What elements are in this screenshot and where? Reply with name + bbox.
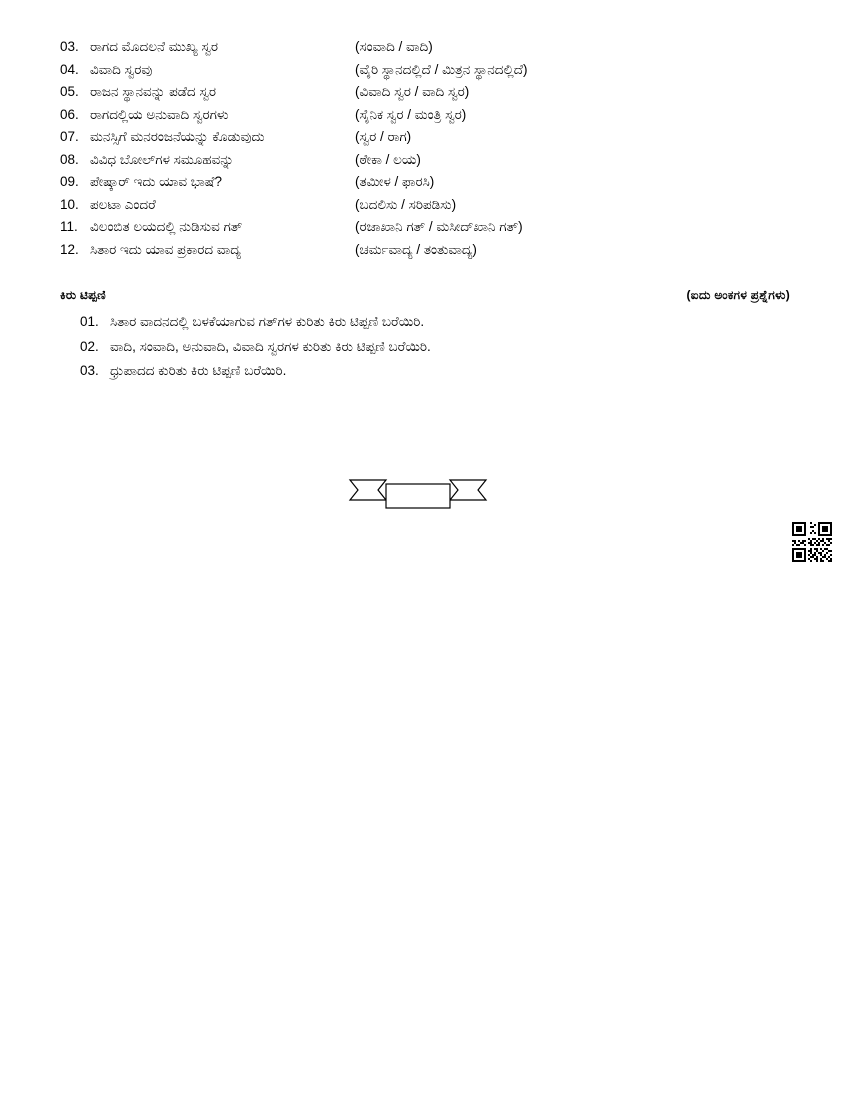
mcq-question-text: ಪೇಷ್ಕಾರ್ ಇದು ಯಾವ ಭಾಷೆ? (90, 174, 222, 189)
mcq-question-text: ರಾಜನ ಸ್ಥಾನವನ್ನು ಪಡೆದ ಸ್ವರ (90, 84, 217, 99)
section-title: ಕಿರು ಟಿಪ್ಪಣಿ (60, 288, 106, 302)
mcq-number: 05. (60, 84, 79, 99)
mcq-options-text: (ಬದಲಿಸು / ಸರಿಪಡಿಸು) (355, 196, 457, 212)
short-note-number: 02. (80, 338, 99, 354)
mcq-question-text: ರಾಗದಲ್ಲಿಯ ಅನುವಾದಿ ಸ್ವರಗಳು (90, 106, 229, 122)
short-note-item (80, 364, 790, 378)
mcq-question-text: ಪಲಟಾ ಎಂದರೆ (90, 196, 156, 212)
mcq-number: 10. (60, 196, 79, 212)
mcq-number: 03. (60, 39, 79, 54)
short-notes-section-header (60, 288, 790, 303)
mcq-question-text: ವಿಲಂಬಿತ ಲಯದಲ್ಲಿ ನುಡಿಸುವ ಗತ್ (90, 219, 243, 234)
mcq-item (60, 63, 790, 77)
short-note-item (80, 315, 790, 329)
mcq-options-text: (ವೈರಿ ಸ್ಥಾನದಲ್ಲಿದೆ / ಮಿತ್ರನ ಸ್ಥಾನದಲ್ಲಿದೆ) (355, 61, 528, 77)
mcq-options-text: (ಠೇಕಾ / ಲಯ) (355, 151, 421, 167)
qr-code-icon (790, 520, 834, 564)
mcq-number: 04. (60, 61, 79, 77)
short-note-text: ಸಿತಾರ ವಾದನದಲ್ಲಿ ಬಳಕೆಯಾಗುವ ಗತ್‌ಗಳ ಕುರಿತು ಕಿರು ಟಿಪ್ಪಣಿ ಬರೆಯಿರಿ. (110, 314, 425, 329)
mcq-item (60, 130, 790, 144)
mcq-options-text: (ಸಂವಾದಿ / ವಾದಿ) (355, 39, 433, 54)
mcq-question-text: ವಿವಿಧ ಬೋಲ್‌ಗಳ ಸಮೂಹವನ್ನು (90, 151, 234, 167)
short-note-text: ವಾದಿ, ಸಂವಾದಿ, ಅನುವಾದಿ, ವಿವಾದಿ ಸ್ವರಗಳ ಕುರಿತು ಕಿರು ಟಿಪ್ಪಣಿ ಬರೆಯಿರಿ. (110, 338, 431, 354)
section-marks-label: (ಐದು ಅಂಕಗಳ ಪ್ರಶ್ನೆಗಳು) (686, 288, 790, 302)
mcq-item (60, 198, 790, 212)
mcq-options-text: (ವಿವಾದಿ ಸ್ವರ / ವಾದಿ ಸ್ವರ) (355, 84, 470, 99)
mcq-item (60, 175, 790, 189)
mcq-question-text: ರಾಗದ ಮೊದಲನೆ ಮುಖ್ಯ ಸ್ವರ (90, 39, 219, 54)
mcq-question-list (60, 40, 790, 256)
mcq-number: 09. (60, 174, 79, 189)
mcq-number: 08. (60, 151, 79, 167)
short-note-item (80, 340, 790, 354)
short-note-number: 03. (80, 363, 99, 378)
mcq-question-text: ವಿವಾದಿ ಸ್ವರವು (90, 61, 153, 77)
mcq-number: 07. (60, 129, 79, 144)
short-note-text: ಧ್ರುಪಾದದ ಕುರಿತು ಕಿರು ಟಿಪ್ಪಣಿ ಬರೆಯಿರಿ. (110, 363, 287, 378)
mcq-item (60, 40, 790, 54)
mcq-options-text: (ತಮೀಳ / ಫಾರಸಿ) (355, 174, 435, 189)
mcq-item (60, 153, 790, 167)
mcq-item (60, 85, 790, 99)
mcq-item (60, 243, 790, 257)
mcq-number: 06. (60, 106, 79, 122)
short-note-number: 01. (80, 314, 99, 329)
mcq-question-text: ಮನಸ್ಸಿಗೆ ಮನರಂಜನೆಯನ್ನು ಕೊಡುವುದು (90, 129, 265, 144)
mcq-options-text: (ರಜಾಖಾನಿ ಗತ್ / ಮಸೀದ್‌ಖಾನಿ ಗತ್) (355, 219, 523, 234)
mcq-item (60, 220, 790, 234)
mcq-options-text: (ಸ್ವರ / ರಾಗ) (355, 129, 412, 144)
ribbon-banner-icon (348, 470, 488, 520)
mcq-number: 12. (60, 241, 79, 257)
mcq-options-text: (ಚರ್ಮವಾದ್ಯ / ತಂತುವಾದ್ಯ) (355, 241, 477, 257)
mcq-question-text: ಸಿತಾರ ಇದು ಯಾವ ಪ್ರಕಾರದ ವಾದ್ಯ (90, 241, 241, 257)
mcq-number: 11. (60, 219, 78, 234)
mcq-item (60, 108, 790, 122)
mcq-options-text: (ಸೈನಿಕ ಸ್ವರ / ಮಂತ್ರಿ ಸ್ವರ) (355, 106, 467, 122)
short-notes-question-list (60, 315, 790, 378)
